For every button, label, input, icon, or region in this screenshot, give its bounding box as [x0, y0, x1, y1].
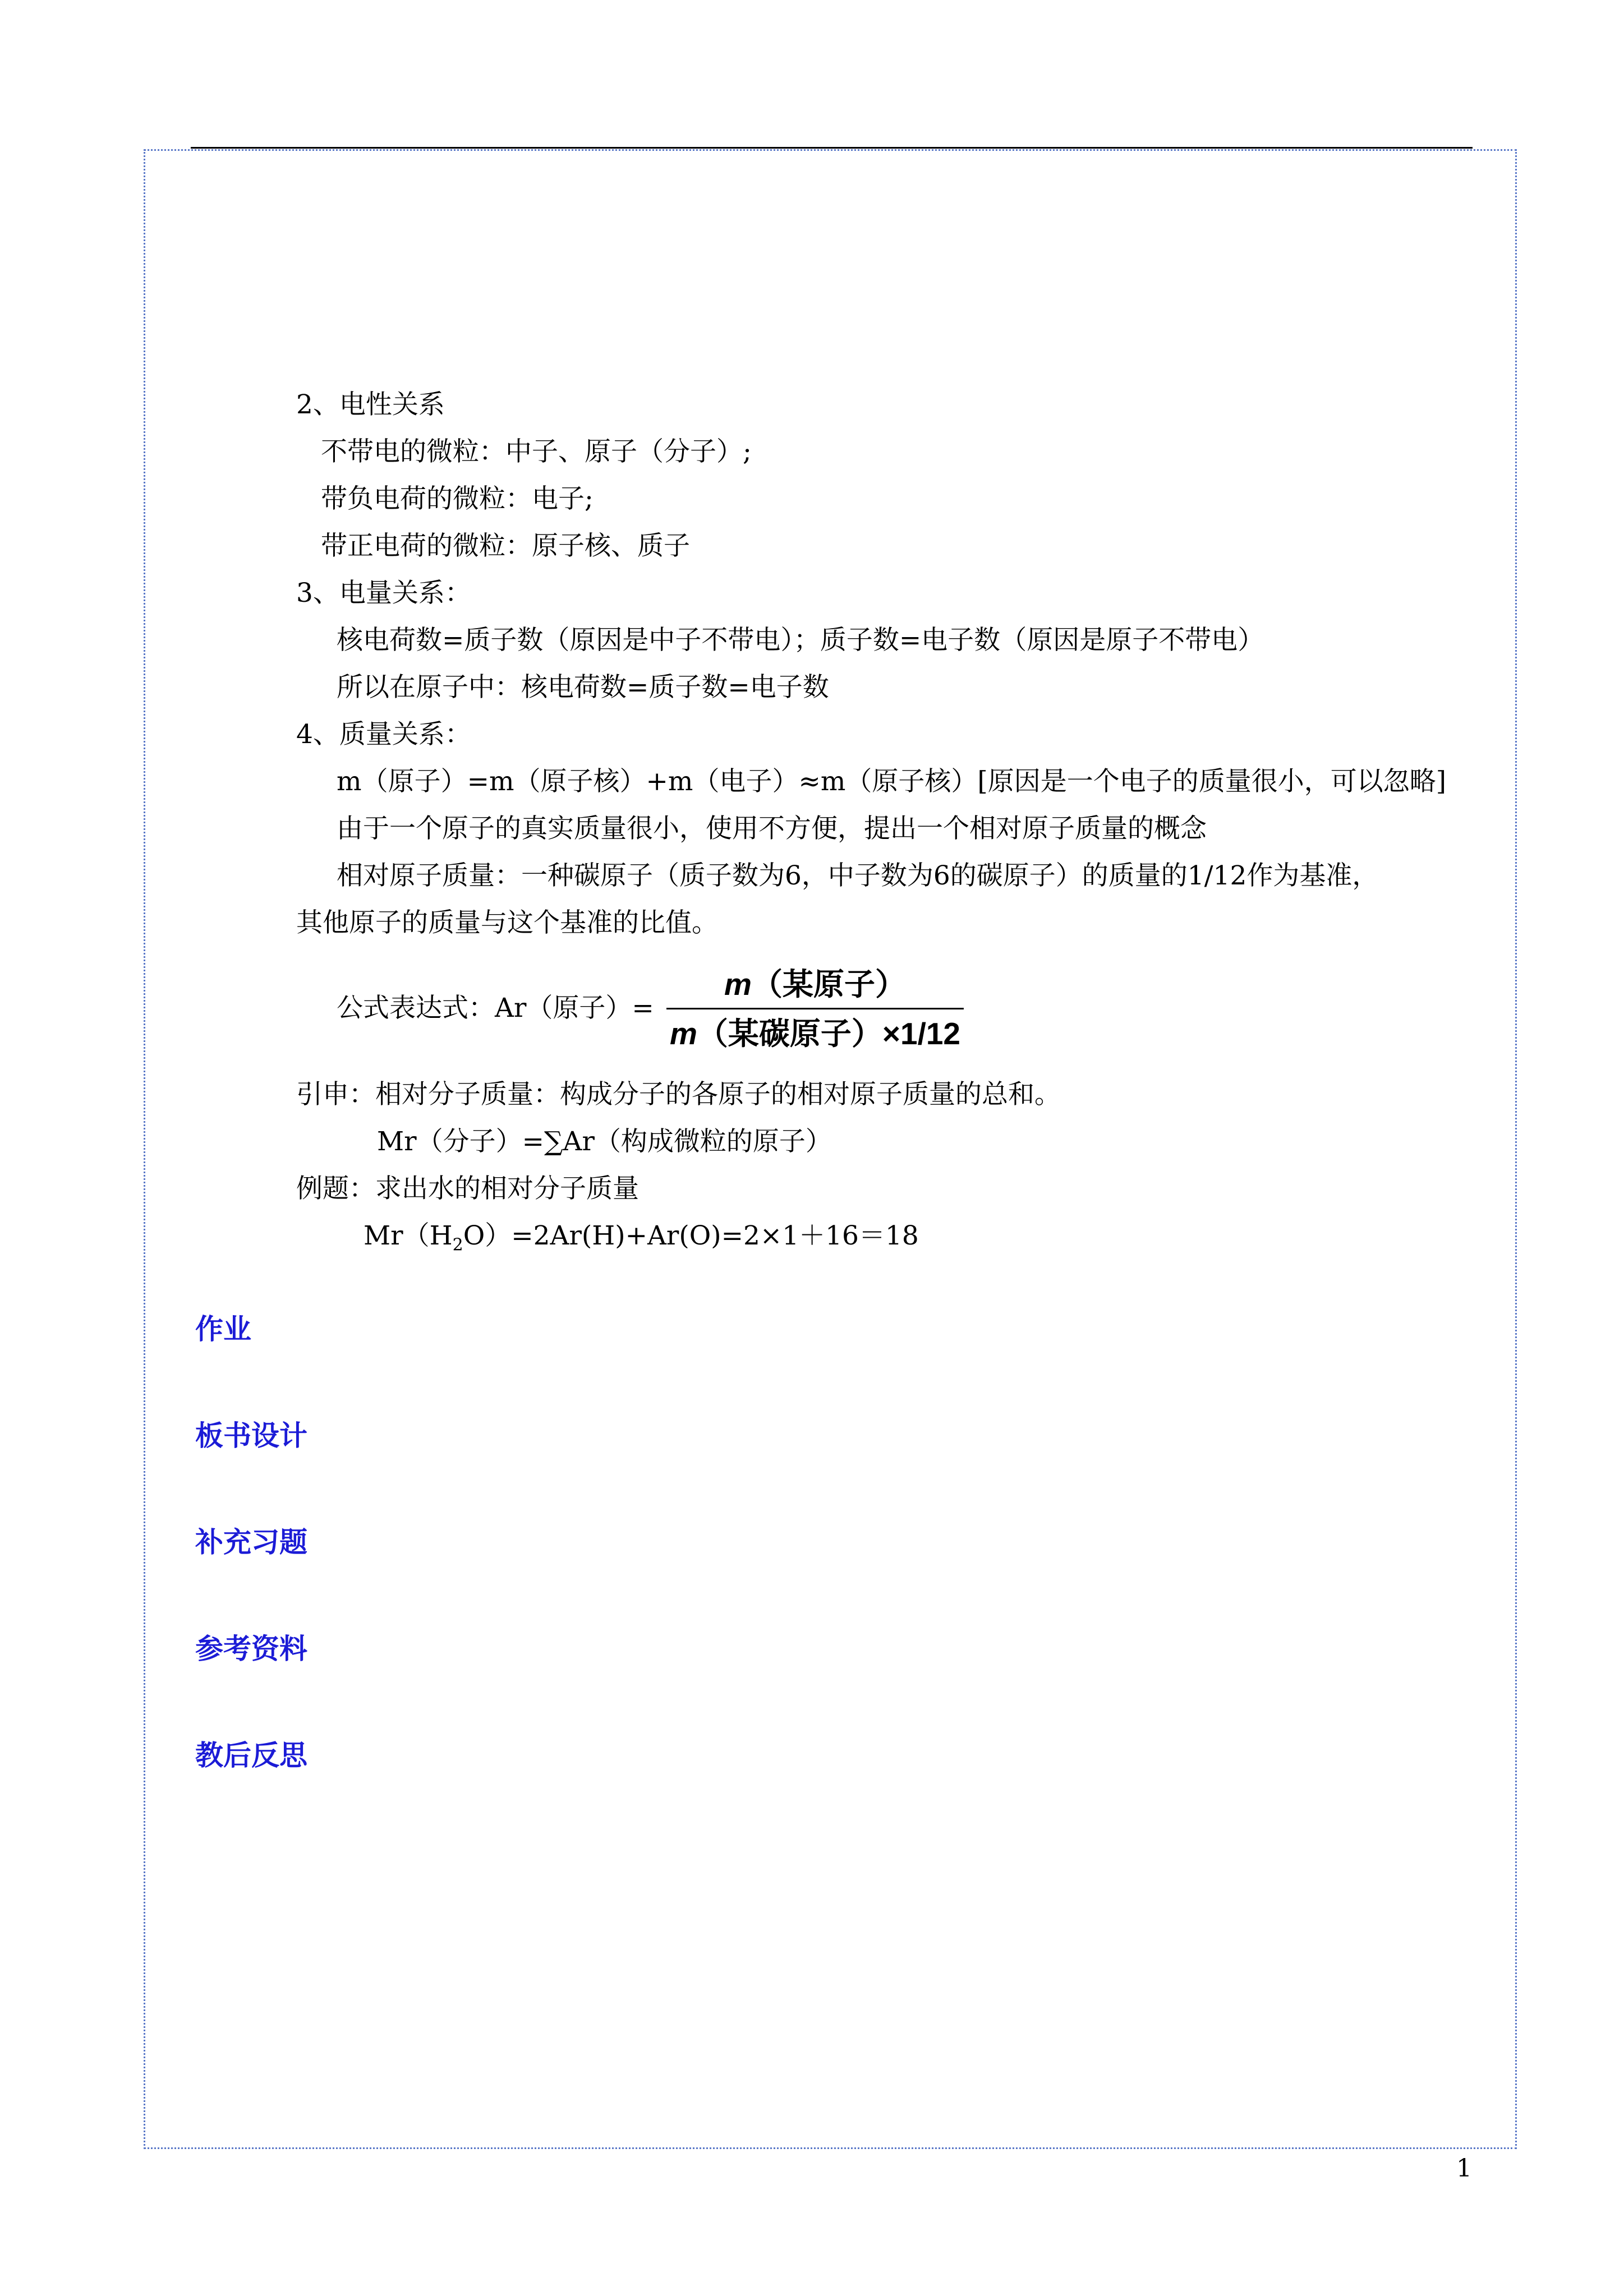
- formula-numerator: [666, 965, 964, 1004]
- example-question: 例题：求出水的相对分子质量: [296, 1173, 639, 1204]
- heading-charge-relation: 3、电量关系：: [296, 578, 471, 608]
- charge-equation: 核电荷数=质子数（原因是中子不带电）；质子数=电子数（原因是原子不带电）: [337, 625, 1264, 656]
- section-references: 参考资料: [195, 1633, 307, 1665]
- water-calc-subscript: 2: [452, 1235, 463, 1255]
- negative-particles: 带负电荷的微粒：电子;: [321, 483, 594, 514]
- formula-denominator: [666, 1014, 964, 1053]
- denominator-text: （某碳原子）×1/12: [697, 1016, 961, 1051]
- charge-conclusion: 所以在原子中：核电荷数=质子数=电子数: [337, 672, 829, 703]
- water-calc-prefix: Mr（H: [364, 1220, 453, 1251]
- relative-mass-definition: 相对原子质量：一种碳原子（质子数为6，中子数为6的碳原子）的质量的1/12作为基准，: [337, 860, 1379, 891]
- relative-mass-definition-cont: 其他原子的质量与这个基准的比值。: [296, 907, 718, 938]
- water-calculation: [364, 1219, 919, 1262]
- relative-molecular-mass-definition: 引申：相对分子质量：构成分子的各原子的相对原子质量的总和。: [296, 1079, 1061, 1110]
- numerator-text: （某原子）: [751, 967, 906, 1002]
- positive-particles: 带正电荷的微粒：原子核、质子: [321, 531, 690, 561]
- heading-mass-relation: 4、质量关系：: [296, 719, 471, 750]
- mass-equation: m（原子）=m（原子核）+m（电子）≈m（原子核）[原因是一个电子的质量很小，可以忽略]: [337, 766, 1447, 797]
- section-homework: 作业: [195, 1313, 251, 1345]
- water-calc-rest: O）=2Ar(H)+Ar(O)=2×1＋16＝18: [463, 1220, 919, 1251]
- section-extra-exercises: 补充习题: [195, 1526, 307, 1559]
- section-teaching-reflection: 教后反思: [195, 1739, 307, 1772]
- numerator-variable: m: [724, 967, 752, 1002]
- denominator-variable: m: [669, 1016, 697, 1051]
- header-rule: [191, 147, 1473, 149]
- formula-label: 公式表达式：Ar（原子）=: [337, 993, 654, 1023]
- fraction-bar: [666, 1008, 964, 1009]
- mass-concept-intro: 由于一个原子的真实质量很小，使用不方便，提出一个相对原子质量的概念: [337, 813, 1207, 844]
- section-board-design: 板书设计: [195, 1419, 307, 1452]
- molecular-mass-formula: Mr（分子）=∑Ar（构成微粒的原子）: [377, 1126, 832, 1157]
- neutral-particles: 不带电的微粒：中子、原子（分子）;: [321, 436, 752, 467]
- page-number: 1: [1456, 2154, 1472, 2183]
- heading-electric-relation: 2、电性关系: [296, 389, 445, 420]
